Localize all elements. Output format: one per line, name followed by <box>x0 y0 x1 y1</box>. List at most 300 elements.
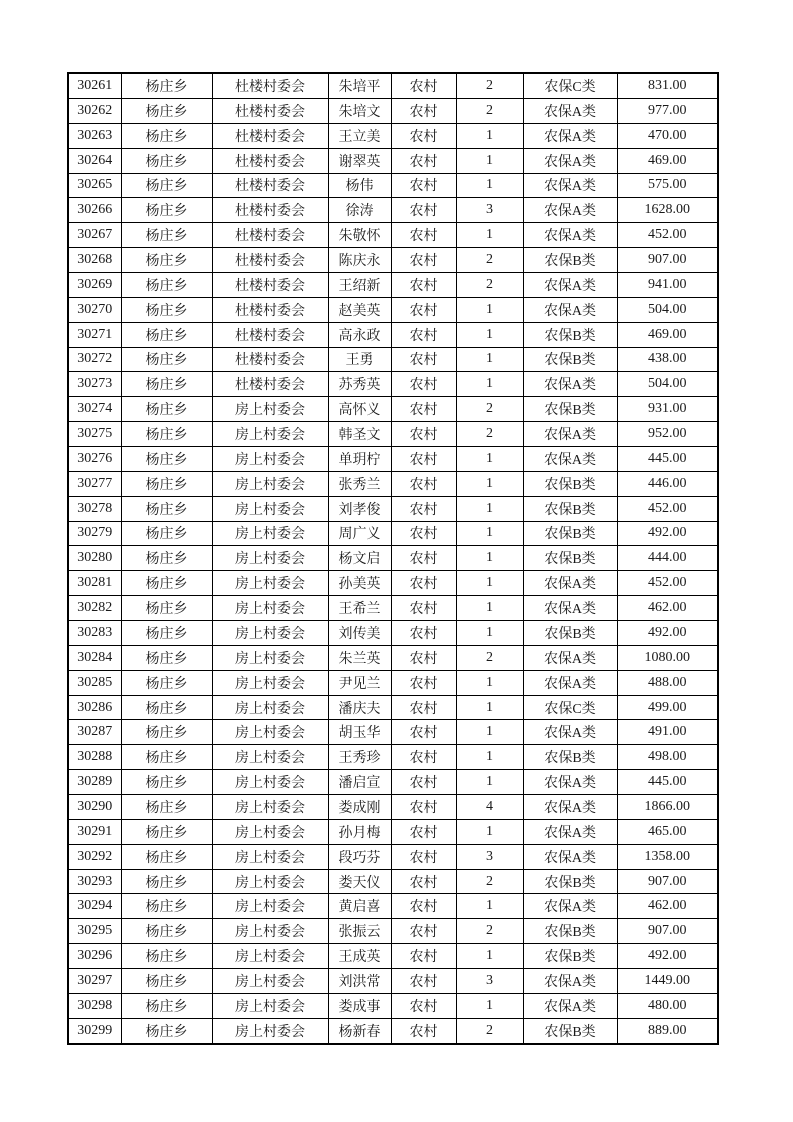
table-row <box>68 297 718 322</box>
cell-residence-type: 农村 <box>391 98 456 123</box>
cell-seq-no: 30294 <box>68 894 121 919</box>
cell-person-name: 王成英 <box>328 944 391 969</box>
cell-person-name: 刘洪常 <box>328 969 391 994</box>
cell-person-name: 陈庆永 <box>328 248 391 273</box>
cell-amount: 907.00 <box>617 248 718 273</box>
cell-township: 杨庄乡 <box>121 73 212 98</box>
cell-person-name: 王立美 <box>328 123 391 148</box>
cell-amount: 445.00 <box>617 770 718 795</box>
cell-residence-type: 农村 <box>391 944 456 969</box>
cell-township: 杨庄乡 <box>121 894 212 919</box>
cell-amount: 465.00 <box>617 819 718 844</box>
cell-amount: 889.00 <box>617 1018 718 1044</box>
cell-seq-no: 30283 <box>68 621 121 646</box>
table-row <box>68 745 718 770</box>
cell-seq-no: 30286 <box>68 695 121 720</box>
cell-township: 杨庄乡 <box>121 869 212 894</box>
table-row <box>68 919 718 944</box>
cell-person-count: 2 <box>456 397 523 422</box>
cell-village-committee: 房上村委会 <box>212 471 328 496</box>
cell-residence-type: 农村 <box>391 621 456 646</box>
cell-amount: 492.00 <box>617 944 718 969</box>
cell-township: 杨庄乡 <box>121 496 212 521</box>
cell-person-name: 高永政 <box>328 322 391 347</box>
table-row <box>68 98 718 123</box>
cell-insurance-category: 农保B类 <box>523 869 617 894</box>
cell-residence-type: 农村 <box>391 645 456 670</box>
cell-village-committee: 房上村委会 <box>212 621 328 646</box>
cell-amount: 438.00 <box>617 347 718 372</box>
cell-village-committee: 杜楼村委会 <box>212 148 328 173</box>
cell-seq-no: 30282 <box>68 596 121 621</box>
cell-person-name: 杨新春 <box>328 1018 391 1044</box>
cell-residence-type: 农村 <box>391 546 456 571</box>
cell-insurance-category: 农保B类 <box>523 496 617 521</box>
cell-village-committee: 房上村委会 <box>212 919 328 944</box>
cell-amount: 480.00 <box>617 993 718 1018</box>
cell-insurance-category: 农保B类 <box>523 322 617 347</box>
cell-insurance-category: 农保A类 <box>523 969 617 994</box>
cell-village-committee: 房上村委会 <box>212 496 328 521</box>
cell-township: 杨庄乡 <box>121 123 212 148</box>
cell-seq-no: 30276 <box>68 446 121 471</box>
cell-village-committee: 房上村委会 <box>212 869 328 894</box>
cell-amount: 446.00 <box>617 471 718 496</box>
cell-insurance-category: 农保A类 <box>523 670 617 695</box>
cell-village-committee: 杜楼村委会 <box>212 372 328 397</box>
cell-residence-type: 农村 <box>391 969 456 994</box>
cell-person-name: 高怀义 <box>328 397 391 422</box>
cell-village-committee: 房上村委会 <box>212 695 328 720</box>
cell-amount: 445.00 <box>617 446 718 471</box>
cell-township: 杨庄乡 <box>121 993 212 1018</box>
cell-village-committee: 房上村委会 <box>212 819 328 844</box>
cell-residence-type: 农村 <box>391 521 456 546</box>
cell-township: 杨庄乡 <box>121 297 212 322</box>
cell-insurance-category: 农保B类 <box>523 919 617 944</box>
cell-insurance-category: 农保C类 <box>523 695 617 720</box>
cell-village-committee: 房上村委会 <box>212 745 328 770</box>
cell-person-name: 娄天仪 <box>328 869 391 894</box>
cell-township: 杨庄乡 <box>121 272 212 297</box>
cell-insurance-category: 农保A类 <box>523 372 617 397</box>
table-row <box>68 844 718 869</box>
cell-seq-no: 30293 <box>68 869 121 894</box>
cell-seq-no: 30292 <box>68 844 121 869</box>
cell-residence-type: 农村 <box>391 347 456 372</box>
cell-amount: 462.00 <box>617 894 718 919</box>
cell-insurance-category: 农保A类 <box>523 770 617 795</box>
cell-township: 杨庄乡 <box>121 248 212 273</box>
cell-village-committee: 房上村委会 <box>212 596 328 621</box>
cell-residence-type: 农村 <box>391 372 456 397</box>
cell-person-name: 韩圣文 <box>328 422 391 447</box>
cell-person-count: 1 <box>456 347 523 372</box>
cell-residence-type: 农村 <box>391 397 456 422</box>
cell-insurance-category: 农保A类 <box>523 596 617 621</box>
cell-village-committee: 杜楼村委会 <box>212 223 328 248</box>
cell-insurance-category: 农保A类 <box>523 645 617 670</box>
cell-person-count: 3 <box>456 198 523 223</box>
table-row <box>68 372 718 397</box>
table-row <box>68 645 718 670</box>
cell-township: 杨庄乡 <box>121 844 212 869</box>
cell-seq-no: 30280 <box>68 546 121 571</box>
cell-person-name: 娄成刚 <box>328 795 391 820</box>
cell-township: 杨庄乡 <box>121 446 212 471</box>
cell-seq-no: 30298 <box>68 993 121 1018</box>
cell-insurance-category: 农保B类 <box>523 521 617 546</box>
cell-insurance-category: 农保B类 <box>523 347 617 372</box>
cell-village-committee: 房上村委会 <box>212 446 328 471</box>
table-row <box>68 248 718 273</box>
cell-township: 杨庄乡 <box>121 969 212 994</box>
cell-person-name: 王秀珍 <box>328 745 391 770</box>
cell-person-name: 朱培文 <box>328 98 391 123</box>
cell-seq-no: 30262 <box>68 98 121 123</box>
cell-seq-no: 30266 <box>68 198 121 223</box>
cell-village-committee: 杜楼村委会 <box>212 73 328 98</box>
cell-seq-no: 30299 <box>68 1018 121 1044</box>
cell-person-count: 2 <box>456 1018 523 1044</box>
cell-amount: 1080.00 <box>617 645 718 670</box>
cell-seq-no: 30295 <box>68 919 121 944</box>
cell-person-name: 张秀兰 <box>328 471 391 496</box>
cell-insurance-category: 农保A类 <box>523 844 617 869</box>
cell-seq-no: 30264 <box>68 148 121 173</box>
cell-person-count: 1 <box>456 148 523 173</box>
cell-township: 杨庄乡 <box>121 819 212 844</box>
cell-township: 杨庄乡 <box>121 521 212 546</box>
cell-village-committee: 房上村委会 <box>212 944 328 969</box>
table-row <box>68 471 718 496</box>
table-row <box>68 969 718 994</box>
cell-person-count: 1 <box>456 123 523 148</box>
cell-insurance-category: 农保A类 <box>523 993 617 1018</box>
cell-person-name: 朱敬怀 <box>328 223 391 248</box>
cell-amount: 498.00 <box>617 745 718 770</box>
cell-village-committee: 房上村委会 <box>212 546 328 571</box>
cell-amount: 575.00 <box>617 173 718 198</box>
cell-township: 杨庄乡 <box>121 223 212 248</box>
cell-township: 杨庄乡 <box>121 944 212 969</box>
cell-seq-no: 30287 <box>68 720 121 745</box>
cell-person-count: 1 <box>456 621 523 646</box>
cell-person-count: 2 <box>456 73 523 98</box>
table-row <box>68 347 718 372</box>
cell-seq-no: 30263 <box>68 123 121 148</box>
cell-amount: 907.00 <box>617 869 718 894</box>
cell-township: 杨庄乡 <box>121 148 212 173</box>
table-row <box>68 695 718 720</box>
table-row <box>68 770 718 795</box>
cell-village-committee: 杜楼村委会 <box>212 98 328 123</box>
cell-village-committee: 杜楼村委会 <box>212 173 328 198</box>
cell-residence-type: 农村 <box>391 422 456 447</box>
cell-seq-no: 30279 <box>68 521 121 546</box>
table-row <box>68 894 718 919</box>
cell-seq-no: 30297 <box>68 969 121 994</box>
cell-person-name: 单玥柠 <box>328 446 391 471</box>
cell-person-count: 2 <box>456 272 523 297</box>
cell-insurance-category: 农保A类 <box>523 795 617 820</box>
cell-insurance-category: 农保A类 <box>523 272 617 297</box>
cell-person-name: 朱培平 <box>328 73 391 98</box>
cell-seq-no: 30275 <box>68 422 121 447</box>
table-row <box>68 571 718 596</box>
cell-person-count: 1 <box>456 372 523 397</box>
cell-township: 杨庄乡 <box>121 720 212 745</box>
cell-township: 杨庄乡 <box>121 397 212 422</box>
cell-insurance-category: 农保A类 <box>523 198 617 223</box>
cell-person-count: 1 <box>456 695 523 720</box>
cell-amount: 1449.00 <box>617 969 718 994</box>
table-row <box>68 73 718 98</box>
cell-person-name: 孙美英 <box>328 571 391 596</box>
cell-village-committee: 房上村委会 <box>212 795 328 820</box>
cell-amount: 1628.00 <box>617 198 718 223</box>
cell-township: 杨庄乡 <box>121 695 212 720</box>
cell-person-name: 潘启宣 <box>328 770 391 795</box>
table-row <box>68 546 718 571</box>
cell-amount: 941.00 <box>617 272 718 297</box>
table-row <box>68 496 718 521</box>
cell-village-committee: 杜楼村委会 <box>212 272 328 297</box>
cell-residence-type: 农村 <box>391 73 456 98</box>
cell-village-committee: 杜楼村委会 <box>212 297 328 322</box>
table-row <box>68 521 718 546</box>
cell-residence-type: 农村 <box>391 496 456 521</box>
cell-insurance-category: 农保A类 <box>523 422 617 447</box>
cell-residence-type: 农村 <box>391 919 456 944</box>
cell-person-name: 刘孝俊 <box>328 496 391 521</box>
table-row <box>68 621 718 646</box>
cell-person-count: 2 <box>456 98 523 123</box>
cell-person-count: 1 <box>456 770 523 795</box>
cell-insurance-category: 农保B类 <box>523 944 617 969</box>
cell-residence-type: 农村 <box>391 173 456 198</box>
cell-person-name: 潘庆夫 <box>328 695 391 720</box>
cell-person-name: 周广义 <box>328 521 391 546</box>
cell-township: 杨庄乡 <box>121 795 212 820</box>
cell-person-name: 黄启喜 <box>328 894 391 919</box>
table-row <box>68 1018 718 1044</box>
table-body <box>68 73 718 1044</box>
cell-residence-type: 农村 <box>391 720 456 745</box>
cell-township: 杨庄乡 <box>121 546 212 571</box>
cell-residence-type: 农村 <box>391 819 456 844</box>
cell-village-committee: 房上村委会 <box>212 670 328 695</box>
cell-amount: 492.00 <box>617 521 718 546</box>
cell-residence-type: 农村 <box>391 869 456 894</box>
cell-person-name: 尹见兰 <box>328 670 391 695</box>
cell-residence-type: 农村 <box>391 322 456 347</box>
cell-person-count: 1 <box>456 496 523 521</box>
cell-insurance-category: 农保A类 <box>523 223 617 248</box>
table-row <box>68 397 718 422</box>
cell-amount: 977.00 <box>617 98 718 123</box>
cell-residence-type: 农村 <box>391 198 456 223</box>
cell-village-committee: 房上村委会 <box>212 645 328 670</box>
table-row <box>68 819 718 844</box>
cell-person-count: 2 <box>456 645 523 670</box>
cell-village-committee: 房上村委会 <box>212 521 328 546</box>
table-row <box>68 198 718 223</box>
cell-insurance-category: 农保B类 <box>523 471 617 496</box>
cell-seq-no: 30291 <box>68 819 121 844</box>
cell-insurance-category: 农保B类 <box>523 546 617 571</box>
cell-amount: 469.00 <box>617 322 718 347</box>
cell-insurance-category: 农保B类 <box>523 1018 617 1044</box>
table-row <box>68 446 718 471</box>
cell-amount: 504.00 <box>617 297 718 322</box>
cell-amount: 452.00 <box>617 223 718 248</box>
cell-person-count: 1 <box>456 571 523 596</box>
cell-village-committee: 杜楼村委会 <box>212 248 328 273</box>
cell-amount: 462.00 <box>617 596 718 621</box>
cell-amount: 452.00 <box>617 496 718 521</box>
cell-person-count: 1 <box>456 173 523 198</box>
table-row <box>68 670 718 695</box>
cell-seq-no: 30261 <box>68 73 121 98</box>
table-row <box>68 795 718 820</box>
cell-amount: 492.00 <box>617 621 718 646</box>
cell-person-count: 1 <box>456 521 523 546</box>
cell-person-name: 徐涛 <box>328 198 391 223</box>
cell-person-count: 3 <box>456 844 523 869</box>
cell-person-name: 段巧芬 <box>328 844 391 869</box>
cell-seq-no: 30278 <box>68 496 121 521</box>
cell-insurance-category: 农保B类 <box>523 248 617 273</box>
cell-seq-no: 30267 <box>68 223 121 248</box>
cell-seq-no: 30270 <box>68 297 121 322</box>
cell-residence-type: 农村 <box>391 571 456 596</box>
cell-residence-type: 农村 <box>391 894 456 919</box>
cell-person-count: 1 <box>456 322 523 347</box>
cell-amount: 491.00 <box>617 720 718 745</box>
cell-residence-type: 农村 <box>391 297 456 322</box>
table-row <box>68 223 718 248</box>
cell-insurance-category: 农保A类 <box>523 123 617 148</box>
cell-amount: 1866.00 <box>617 795 718 820</box>
cell-insurance-category: 农保A类 <box>523 446 617 471</box>
cell-amount: 470.00 <box>617 123 718 148</box>
cell-person-name: 朱兰英 <box>328 645 391 670</box>
cell-seq-no: 30268 <box>68 248 121 273</box>
cell-person-count: 3 <box>456 969 523 994</box>
cell-township: 杨庄乡 <box>121 770 212 795</box>
cell-person-name: 杨文启 <box>328 546 391 571</box>
cell-residence-type: 农村 <box>391 670 456 695</box>
cell-residence-type: 农村 <box>391 223 456 248</box>
cell-seq-no: 30274 <box>68 397 121 422</box>
cell-person-count: 2 <box>456 422 523 447</box>
cell-person-name: 娄成事 <box>328 993 391 1018</box>
cell-person-name: 赵美英 <box>328 297 391 322</box>
cell-amount: 469.00 <box>617 148 718 173</box>
cell-person-name: 谢翠英 <box>328 148 391 173</box>
cell-residence-type: 农村 <box>391 844 456 869</box>
cell-township: 杨庄乡 <box>121 645 212 670</box>
cell-residence-type: 农村 <box>391 148 456 173</box>
cell-village-committee: 房上村委会 <box>212 770 328 795</box>
cell-person-name: 孙月梅 <box>328 819 391 844</box>
cell-residence-type: 农村 <box>391 446 456 471</box>
cell-amount: 831.00 <box>617 73 718 98</box>
cell-person-name: 张振云 <box>328 919 391 944</box>
cell-township: 杨庄乡 <box>121 471 212 496</box>
cell-amount: 931.00 <box>617 397 718 422</box>
cell-amount: 504.00 <box>617 372 718 397</box>
cell-residence-type: 农村 <box>391 993 456 1018</box>
cell-township: 杨庄乡 <box>121 621 212 646</box>
cell-person-count: 1 <box>456 720 523 745</box>
cell-insurance-category: 农保B类 <box>523 745 617 770</box>
cell-township: 杨庄乡 <box>121 173 212 198</box>
cell-person-count: 2 <box>456 248 523 273</box>
cell-insurance-category: 农保C类 <box>523 73 617 98</box>
cell-township: 杨庄乡 <box>121 372 212 397</box>
cell-person-name: 王绍新 <box>328 272 391 297</box>
cell-township: 杨庄乡 <box>121 198 212 223</box>
cell-person-name: 王勇 <box>328 347 391 372</box>
cell-insurance-category: 农保A类 <box>523 98 617 123</box>
pension-roster-table <box>67 72 719 1045</box>
table-row <box>68 993 718 1018</box>
cell-village-committee: 杜楼村委会 <box>212 198 328 223</box>
cell-village-committee: 杜楼村委会 <box>212 123 328 148</box>
cell-person-name: 杨伟 <box>328 173 391 198</box>
cell-seq-no: 30288 <box>68 745 121 770</box>
cell-insurance-category: 农保A类 <box>523 173 617 198</box>
cell-person-count: 1 <box>456 993 523 1018</box>
cell-person-name: 苏秀英 <box>328 372 391 397</box>
cell-insurance-category: 农保A类 <box>523 297 617 322</box>
cell-amount: 907.00 <box>617 919 718 944</box>
cell-township: 杨庄乡 <box>121 322 212 347</box>
cell-seq-no: 30269 <box>68 272 121 297</box>
cell-seq-no: 30284 <box>68 645 121 670</box>
cell-residence-type: 农村 <box>391 695 456 720</box>
cell-township: 杨庄乡 <box>121 571 212 596</box>
cell-residence-type: 农村 <box>391 770 456 795</box>
table-row <box>68 123 718 148</box>
cell-person-count: 1 <box>456 819 523 844</box>
table-row <box>68 173 718 198</box>
cell-person-count: 1 <box>456 297 523 322</box>
cell-residence-type: 农村 <box>391 272 456 297</box>
cell-seq-no: 30277 <box>68 471 121 496</box>
cell-person-count: 1 <box>456 596 523 621</box>
cell-person-name: 刘传美 <box>328 621 391 646</box>
table-row <box>68 869 718 894</box>
table-row <box>68 720 718 745</box>
cell-township: 杨庄乡 <box>121 1018 212 1044</box>
cell-insurance-category: 农保A类 <box>523 894 617 919</box>
cell-village-committee: 房上村委会 <box>212 422 328 447</box>
table-row <box>68 422 718 447</box>
cell-village-committee: 房上村委会 <box>212 720 328 745</box>
cell-insurance-category: 农保B类 <box>523 397 617 422</box>
cell-person-count: 1 <box>456 223 523 248</box>
cell-seq-no: 30290 <box>68 795 121 820</box>
cell-village-committee: 杜楼村委会 <box>212 322 328 347</box>
cell-amount: 452.00 <box>617 571 718 596</box>
cell-village-committee: 房上村委会 <box>212 844 328 869</box>
cell-person-name: 王希兰 <box>328 596 391 621</box>
cell-township: 杨庄乡 <box>121 596 212 621</box>
cell-person-count: 2 <box>456 919 523 944</box>
